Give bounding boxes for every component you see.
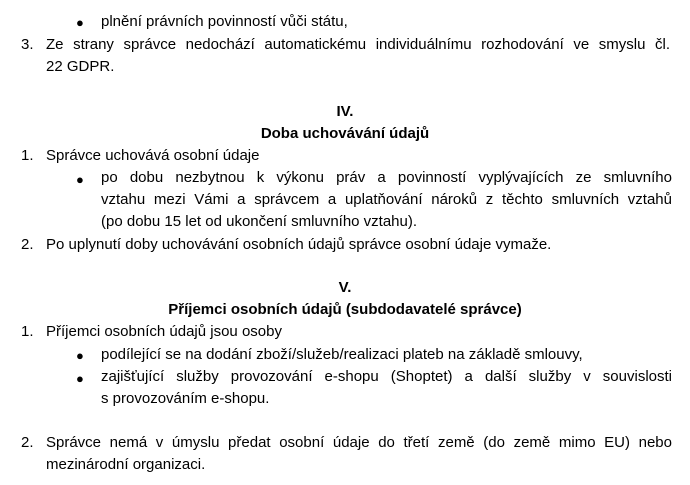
list-marker-3: 3. — [21, 36, 34, 53]
section-number-iv: IV. — [336, 103, 354, 120]
list-marker-2: 2. — [21, 434, 34, 451]
section5-item1-text: Příjemci osobních údajů jsou osoby — [46, 323, 282, 340]
section5-bullet1-text: podílející se na dodání zboží/služeb/realizaci plateb na základě smlouvy, — [101, 346, 583, 363]
section-title-v: Příjemci osobních údajů (subdodavatelé správce) — [168, 301, 522, 318]
list-marker-1: 1. — [21, 323, 34, 340]
section5-item2-line2: mezinárodní organizaci. — [46, 456, 206, 473]
section-title-iv: Doba uchovávání údajů — [260, 125, 430, 142]
bullet-marker: ● — [76, 172, 84, 187]
section5-item2-line1: Správce nemá v úmyslu předat osobní údaje do třetí země (do země mimo EU) nebo — [46, 434, 672, 451]
section4-item2-text: Po uplynutí doby uchovávání osobních údajů správce osobní údaje vymaže. — [46, 236, 552, 253]
item3-text-line2: 22 GDPR. — [46, 58, 115, 75]
bullet-marker: ● — [76, 371, 84, 386]
bullet-text-state-obligations: plnění právních povinností vůči státu, — [101, 13, 348, 30]
section4-bullet-line2: vztahu mezi Vámi a správcem a uplatňování nároků z těchto smluvních vztahů — [101, 191, 672, 208]
bullet-marker: ● — [76, 15, 84, 30]
section5-bullet2-line2: s provozováním e-shopu. — [101, 390, 270, 407]
list-marker-1: 1. — [21, 147, 34, 164]
bullet-marker: ● — [76, 348, 84, 363]
section4-bullet-line1: po dobu nezbytnou k výkonu práv a povinností vyplývajících ze smluvního — [101, 169, 672, 186]
section4-bullet-line3: (po dobu 15 let od ukončení smluvního vztahu). — [101, 213, 418, 230]
section5-bullet2-line1: zajišťující služby provozování e-shopu (Shoptet) a další služby v souvislosti — [101, 368, 672, 385]
section-number-v: V. — [338, 279, 352, 296]
section4-item1-text: Správce uchovává osobní údaje — [46, 147, 260, 164]
item3-text-line1: Ze strany správce nedochází automatickému individuálnímu rozhodování ve smyslu čl. — [46, 36, 670, 53]
list-marker-2: 2. — [21, 236, 34, 253]
